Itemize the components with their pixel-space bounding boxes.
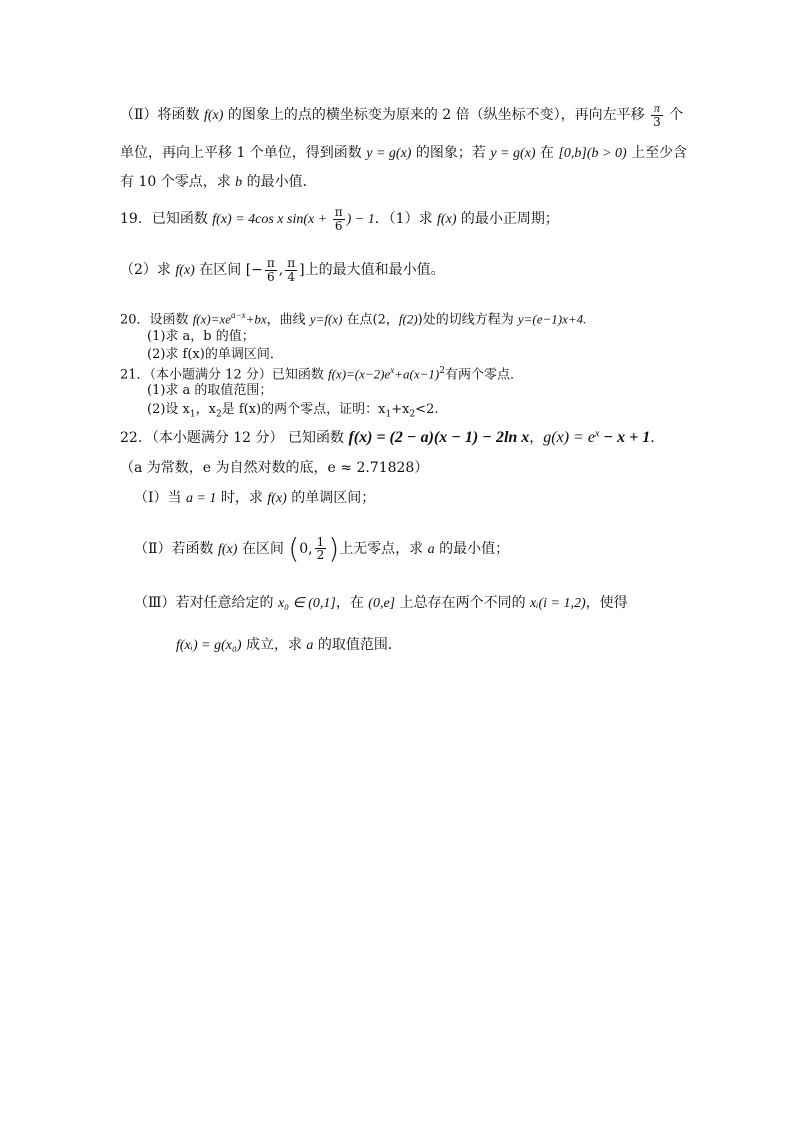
q19-line-1 <box>120 206 559 232</box>
text: （Ⅱ）将函数 <box>120 107 204 124</box>
text: 上总存在两个不同的 <box>395 595 531 611</box>
q18-line-1 <box>120 102 683 128</box>
text: <2. <box>415 402 439 417</box>
text: 有 10 个零点，求 <box>120 174 236 190</box>
subscript: 1 <box>385 409 392 420</box>
text: 的最小正周期； <box>456 211 559 228</box>
math: a <box>306 638 314 653</box>
text: +x <box>391 402 410 417</box>
fraction-pi-over-4 <box>285 257 297 283</box>
math: [− <box>245 262 263 279</box>
math: f(x) = (2 − a)(x − 1) − 2ln x <box>348 429 530 446</box>
numerator: 1 <box>316 534 325 549</box>
denominator: 4 <box>287 269 296 284</box>
subscript: 2 <box>409 409 416 420</box>
text: ，x <box>195 402 216 417</box>
text: （Ⅱ）若函数 <box>134 540 218 557</box>
math: y = g(x) <box>366 146 412 161</box>
math: f(x) <box>267 491 287 506</box>
text: ， <box>529 430 544 446</box>
superscript: 2 <box>439 366 445 376</box>
math: b <box>235 175 243 190</box>
math: f(x)=xe <box>192 311 232 327</box>
q20-line-2 <box>147 329 255 345</box>
question-number: 20．设函数 <box>120 312 193 328</box>
q22-part3 <box>134 595 628 613</box>
numerator: π <box>287 256 296 270</box>
text: ． <box>650 430 665 446</box>
math: f(x) <box>217 541 238 557</box>
denominator: 6 <box>334 218 343 233</box>
math: − x + 1 <box>599 429 651 446</box>
numerator: π <box>266 256 275 270</box>
text: )处的切线方程为 <box>417 312 518 328</box>
text: 上的最大值和最小值。 <box>304 262 445 279</box>
math: , <box>278 262 284 279</box>
text: ，曲线 <box>266 312 310 328</box>
math: 0, <box>299 540 313 557</box>
math: xᵢ(i = 1,2) <box>530 596 586 611</box>
text: 是 f(x)的两个零点，证明：x <box>221 402 386 417</box>
text: （Ⅲ）若对任意给定的 <box>134 595 278 611</box>
math: f(xᵢ) = g(x₀) <box>176 638 242 653</box>
math: ] <box>299 262 305 279</box>
superscript: x <box>390 365 395 375</box>
q22-line-2 <box>120 460 428 477</box>
denominator: 3 <box>653 114 661 129</box>
text: 在 <box>535 145 559 161</box>
q18-line-2 <box>120 145 687 163</box>
text: 时，求 <box>216 490 268 506</box>
math: x₀ ∈ (0,1] <box>277 596 336 611</box>
q22-part2 <box>134 532 509 566</box>
superscript: x <box>594 428 600 440</box>
question-number: 22．（本小题满分 12 分） 已知函数 <box>120 430 349 446</box>
subscript: 2 <box>215 409 222 420</box>
math: f(x) <box>203 108 224 124</box>
fraction-pi-over-3 <box>651 102 663 128</box>
math: +a(x−1) <box>394 366 440 382</box>
q21-line-1 <box>120 365 523 383</box>
math: g(x) = e <box>543 429 595 446</box>
question-number: 19．已知函数 <box>120 211 213 228</box>
math: y = g(x) <box>490 146 536 161</box>
text: （Ⅰ）当 <box>134 490 186 506</box>
left-paren: ( <box>288 532 300 565</box>
text: 在区间 <box>237 540 289 557</box>
text: 的取值范围． <box>313 637 402 653</box>
fraction-1-over-2 <box>315 536 327 562</box>
math: f(2) <box>398 311 418 327</box>
q20-line-1 <box>120 310 586 328</box>
q20-line-3 <box>147 347 283 363</box>
text: 个 <box>664 107 684 124</box>
math: f(x) <box>175 263 195 279</box>
text: 有两个零点． <box>445 367 524 383</box>
text: ，使得 <box>585 595 628 611</box>
numerator: π <box>334 205 343 219</box>
text: 的最小值； <box>434 540 510 557</box>
math: a <box>427 541 435 557</box>
math: (0,e] <box>368 596 396 611</box>
fraction-pi-over-6 <box>333 206 345 232</box>
text: 在区间 <box>194 262 246 279</box>
denominator: 6 <box>267 269 275 284</box>
text: ，在 <box>335 595 369 611</box>
math: y=f(x) <box>309 311 343 327</box>
text: 成立，求 <box>241 637 307 653</box>
math: +bx <box>245 311 267 327</box>
denominator: 2 <box>316 548 325 563</box>
right-paren: ) <box>328 532 340 565</box>
text: 上无零点，求 <box>339 540 428 557</box>
text: 的图象；若 <box>411 145 491 161</box>
text: 单位，再向上平移 1 个单位，得到函数 <box>120 145 367 161</box>
math: f(x)=(x−2)e <box>327 366 391 382</box>
question-number: 21．（本小题满分 12 分）已知函数 <box>120 367 328 383</box>
fraction-pi-over-6 <box>265 257 277 283</box>
text: 的最小值． <box>242 174 317 190</box>
q22-part1 <box>134 490 375 508</box>
q22-line-1 <box>120 428 664 447</box>
text: 的单调区间； <box>286 490 376 506</box>
text: (1)求 a，b 的值； <box>147 329 255 344</box>
text: （2）求 <box>120 262 176 279</box>
q21-line-3 <box>147 402 438 420</box>
superscript: a−x <box>231 310 246 320</box>
math: f(x) <box>437 212 457 228</box>
text: (2)求 f(x)的单调区间． <box>147 347 283 362</box>
q22-part3-cont <box>176 637 402 655</box>
math: ) − 1 <box>346 212 375 228</box>
q19-line-2 <box>120 257 445 283</box>
math: a = 1 <box>185 491 217 506</box>
text: ．（1）求 <box>374 211 438 228</box>
subscript: 1 <box>189 409 196 420</box>
text: 上至少含 <box>626 145 688 161</box>
text: 的图象上的点的横坐标变为原来的 2 倍（纵坐标不变），再向左平移 <box>223 107 650 124</box>
math: f(x) = 4cos x sin(x + <box>212 212 331 228</box>
text: (1)求 a 的取值范围； <box>147 383 273 398</box>
math: [0,b](b > 0) <box>558 146 627 161</box>
q21-line-2 <box>147 383 272 399</box>
math: y=(e−1)x+4. <box>517 311 587 327</box>
text: (2)设 x <box>147 402 190 417</box>
text: （a 为常数，e 为自然对数的底，e ≈ 2.71828） <box>120 460 429 476</box>
text: 在点(2， <box>342 312 399 328</box>
numerator: π <box>651 102 663 116</box>
q18-line-3 <box>120 174 317 192</box>
